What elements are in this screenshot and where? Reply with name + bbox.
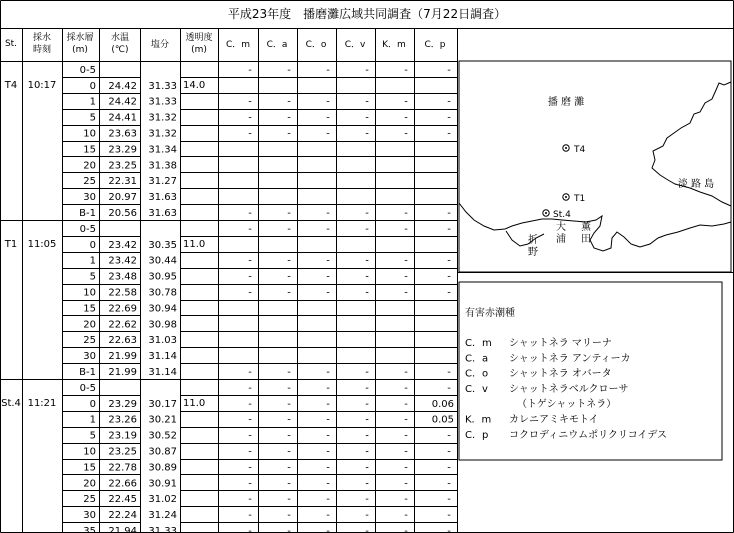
header-species-cm: C．m [225, 40, 251, 50]
map-label-town3-1: 折 [528, 235, 538, 246]
depth-cell: 0-5 [79, 382, 96, 394]
depth-cell: 5 [89, 112, 96, 124]
species-cell: - [404, 255, 408, 267]
species-cell: - [326, 96, 330, 108]
species-cell: - [365, 208, 369, 219]
salinity-cell: 31.38 [148, 160, 177, 172]
species-cell: - [365, 287, 369, 299]
salinity-cell: 31.63 [148, 192, 177, 204]
salinity-cell: 31.33 [148, 96, 177, 108]
depth-cell: 15 [83, 462, 96, 474]
species-cell: - [447, 255, 451, 267]
salinity-cell: 31.32 [148, 128, 177, 140]
depth-cell: 5 [89, 271, 96, 283]
temperature-cell: 22.78 [108, 462, 137, 474]
depth-cell: 30 [83, 192, 96, 204]
legend-code: C．p [465, 429, 489, 441]
station-time: 10:17 [27, 79, 57, 91]
salinity-cell: 30.87 [148, 446, 177, 458]
depth-cell: 30 [83, 510, 96, 522]
table-body [1, 65, 454, 533]
station-marker-st4-dot [545, 212, 547, 214]
species-cell: - [287, 271, 291, 283]
legend-species-name: シャットネラ オバータ [509, 368, 612, 380]
map-label-t4: T4 [574, 145, 586, 155]
temperature-cell: 20.97 [108, 192, 137, 204]
temperature-cell: 23.19 [108, 430, 137, 442]
species-cell: - [248, 255, 252, 267]
salinity-cell: 31.14 [148, 351, 177, 363]
species-cell: - [404, 526, 408, 533]
species-cell: - [447, 446, 451, 458]
species-cell: - [447, 382, 451, 394]
species-cell: - [248, 223, 252, 235]
map-label-town2-1: 薫 [581, 222, 591, 233]
legend-code: K．m [465, 414, 492, 426]
depth-cell: 0 [89, 80, 96, 92]
legend-species-name: カレニアミキモトイ [509, 414, 599, 426]
temperature-cell: 20.56 [108, 208, 137, 219]
species-cell: - [404, 96, 408, 108]
map-label-st4: St.4 [553, 210, 571, 220]
species-cell: - [326, 414, 330, 426]
salinity-cell: 30.78 [148, 287, 177, 299]
depth-cell: 1 [89, 255, 96, 267]
header-transparency-line1: 透明度 [185, 33, 213, 43]
species-cell: - [447, 430, 451, 442]
legend-code: C．v [465, 383, 488, 395]
species-cell: - [404, 382, 408, 394]
depth-cell: 35 [83, 526, 96, 533]
species-cell: - [447, 96, 451, 108]
map-label-t1: T1 [574, 194, 586, 204]
species-cell: - [404, 462, 408, 474]
salinity-cell: 31.33 [148, 80, 177, 92]
species-cell: - [248, 382, 252, 394]
depth-cell: 5 [89, 430, 96, 442]
salinity-cell: 31.63 [148, 208, 177, 219]
depth-cell: B-1 [79, 208, 96, 219]
species-cell: - [248, 271, 252, 283]
species-cell: - [287, 414, 291, 426]
header-station: St. [4, 39, 18, 49]
species-cell: - [287, 128, 291, 140]
header-species-co: C．o [305, 40, 327, 50]
station-transparency: 11.0 [183, 238, 206, 250]
station-name: St.4 [1, 397, 21, 409]
depth-cell: 10 [83, 128, 96, 140]
salinity-cell: 30.98 [148, 319, 177, 331]
species-cell: - [248, 398, 252, 410]
species-cell: - [447, 510, 451, 522]
species-cell: - [326, 255, 330, 267]
temperature-cell: 22.66 [108, 478, 137, 490]
species-cell: - [248, 128, 252, 140]
temperature-cell: 22.62 [108, 319, 137, 331]
species-cell: - [287, 64, 291, 76]
species-cell: - [447, 526, 451, 533]
temperature-cell: 22.45 [108, 494, 137, 506]
station-marker-t1-dot [565, 196, 567, 198]
temperature-cell: 22.63 [108, 335, 137, 347]
species-cell: - [447, 494, 451, 506]
legend-code: C．a [465, 353, 489, 365]
species-cell: - [447, 287, 451, 299]
temperature-cell: 24.42 [108, 80, 137, 92]
depth-cell: 0-5 [79, 64, 96, 76]
salinity-cell: 30.21 [148, 414, 177, 426]
depth-cell: 25 [83, 176, 96, 188]
species-cell: - [404, 430, 408, 442]
salinity-cell: 30.95 [148, 271, 177, 283]
map-label-sea: 播 磨 灘 [547, 97, 585, 108]
species-cell: - [248, 367, 252, 378]
species-cell: - [447, 271, 451, 283]
species-cell: - [248, 64, 252, 76]
salinity-cell: 31.33 [148, 526, 177, 533]
species-cell: - [365, 382, 369, 394]
species-cell: - [287, 255, 291, 267]
depth-cell: 20 [83, 319, 96, 331]
legend-panel [459, 282, 722, 460]
species-cell: - [404, 494, 408, 506]
salinity-cell: 31.14 [148, 367, 177, 378]
species-cell: - [365, 430, 369, 442]
temperature-cell: 23.25 [108, 160, 137, 172]
species-cell: - [404, 271, 408, 283]
temperature-cell: 23.25 [108, 446, 137, 458]
species-cell: - [287, 96, 291, 108]
species-cell: - [447, 478, 451, 490]
species-cell: - [365, 510, 369, 522]
depth-cell: 30 [83, 351, 96, 363]
station-time: 11:21 [27, 397, 57, 409]
salinity-cell: 30.89 [148, 462, 177, 474]
temperature-cell: 21.94 [108, 526, 137, 533]
depth-cell: 0 [89, 398, 96, 410]
temperature-cell: 24.42 [108, 96, 137, 108]
temperature-cell: 23.42 [108, 239, 137, 251]
species-cell: - [365, 462, 369, 474]
depth-cell: 25 [83, 494, 96, 506]
species-cell: - [365, 112, 369, 124]
station-marker-t4-dot [565, 147, 567, 149]
species-cell: - [404, 510, 408, 522]
salinity-cell: 30.52 [148, 430, 177, 442]
depth-cell: 1 [89, 414, 96, 426]
legend-species-name: （トゲシャットネラ） [517, 399, 617, 411]
species-cell: - [447, 112, 451, 124]
station-transparency: 14.0 [183, 79, 206, 91]
temperature-cell: 23.29 [108, 398, 137, 410]
depth-cell: B-1 [79, 367, 96, 378]
species-cell: - [248, 430, 252, 442]
species-cell: - [326, 526, 330, 533]
header-species-cp: C．p [424, 40, 446, 50]
legend-species-name: シャットネラベルクローサ [509, 383, 629, 395]
legend-items [465, 337, 667, 441]
species-cell: - [287, 287, 291, 299]
species-cell: - [365, 255, 369, 267]
species-cell: - [365, 96, 369, 108]
species-cell: - [326, 271, 330, 283]
species-cell: - [248, 478, 252, 490]
species-cell: - [287, 494, 291, 506]
species-cell: - [326, 382, 330, 394]
map-label-town3-2: 野 [528, 247, 538, 258]
temperature-cell: 23.63 [108, 128, 137, 140]
header-temp-line1: 水温 [110, 33, 130, 43]
species-cell: - [404, 478, 408, 490]
temperature-cell: 21.99 [108, 367, 137, 378]
species-cell: - [326, 478, 330, 490]
salinity-cell: 31.24 [148, 510, 177, 522]
species-cell: - [326, 112, 330, 124]
header-time-line2: 時刻 [32, 45, 52, 55]
species-cell: - [447, 128, 451, 140]
species-cell: - [287, 398, 291, 410]
species-cell: - [287, 462, 291, 474]
species-cell: - [248, 414, 252, 426]
species-cell: - [287, 478, 291, 490]
map-frame [459, 61, 731, 272]
species-cell: - [365, 446, 369, 458]
legend-code: C．m [465, 338, 492, 349]
species-cell: - [287, 112, 291, 124]
station-name: T1 [4, 238, 18, 250]
depth-cell: 1 [89, 96, 96, 108]
species-cell: - [248, 112, 252, 124]
depth-cell: 10 [83, 446, 96, 458]
species-cell: - [404, 64, 408, 76]
species-cell: - [404, 112, 408, 124]
species-cell: - [365, 271, 369, 283]
temperature-cell: 22.31 [108, 176, 137, 188]
species-cell: - [248, 446, 252, 458]
species-cell: - [447, 223, 451, 235]
legend-title: 有害赤潮種 [465, 308, 515, 319]
species-cell: - [326, 398, 330, 410]
inlet-coastline [506, 231, 544, 246]
species-cell: - [447, 462, 451, 474]
species-cell: - [404, 223, 408, 235]
species-cell: - [365, 367, 369, 378]
species-cell: - [248, 287, 252, 299]
legend-code: C．o [465, 368, 489, 380]
species-cell: 0.06 [431, 398, 454, 410]
depth-cell: 25 [83, 335, 96, 347]
salinity-cell: 30.91 [148, 478, 177, 490]
salinity-cell: 31.34 [148, 144, 177, 156]
species-cell: - [326, 287, 330, 299]
salinity-cell: 30.44 [148, 255, 177, 267]
depth-cell: 0-5 [79, 223, 96, 235]
species-cell: - [287, 446, 291, 458]
legend-species-name: シャットネラ アンティーカ [509, 353, 631, 365]
map-label-town1-1: 大 [556, 222, 566, 233]
salinity-cell: 30.94 [148, 303, 177, 315]
station-transparency: 11.0 [183, 397, 206, 409]
species-cell: - [248, 208, 252, 219]
header-transparency-line2: (m) [191, 45, 207, 55]
species-cell: - [365, 398, 369, 410]
header-species-cv: C．v [344, 40, 366, 50]
species-cell: - [365, 526, 369, 533]
legend-species-name: シャットネラ マリーナ [509, 338, 612, 349]
species-cell: - [404, 208, 408, 219]
species-cell: - [248, 462, 252, 474]
legend-species-name: コクロディニウムポリクリコイデス [509, 429, 667, 441]
salinity-cell: 31.32 [148, 112, 177, 124]
station-time: 11:05 [27, 238, 57, 250]
header-salinity: 塩分 [150, 40, 170, 50]
species-cell: - [326, 223, 330, 235]
species-cell: - [365, 223, 369, 235]
header-species-km: K．m [382, 40, 406, 50]
species-cell: - [447, 208, 451, 219]
species-cell: - [326, 128, 330, 140]
species-cell: - [326, 208, 330, 219]
species-cell: - [326, 494, 330, 506]
temperature-cell: 24.41 [108, 112, 137, 124]
species-cell: - [404, 398, 408, 410]
header-temp-line2: (℃) [111, 45, 129, 55]
species-cell: - [404, 128, 408, 140]
mainland-coastline [459, 203, 731, 251]
salinity-cell: 31.02 [148, 494, 177, 506]
sheet-title: 平成23年度 播磨灘広域共同調査（7月22日調査） [227, 7, 507, 21]
species-cell: - [404, 446, 408, 458]
species-cell: - [248, 510, 252, 522]
header-depth-line1: 採水層 [66, 33, 94, 43]
temperature-cell: 23.42 [108, 255, 137, 267]
species-cell: - [287, 208, 291, 219]
depth-cell: 20 [83, 478, 96, 490]
temperature-cell: 23.48 [108, 271, 137, 283]
species-cell: - [365, 64, 369, 76]
temperature-cell: 22.58 [108, 287, 137, 299]
species-cell: - [326, 510, 330, 522]
species-cell: - [248, 526, 252, 533]
temperature-cell: 22.24 [108, 510, 137, 522]
header-time-line1: 採水 [32, 33, 52, 43]
depth-cell: 20 [83, 160, 96, 172]
temperature-cell: 23.29 [108, 144, 137, 156]
depth-cell: 10 [83, 287, 96, 299]
species-cell: - [326, 367, 330, 378]
species-cell: - [365, 414, 369, 426]
species-cell: - [287, 510, 291, 522]
temperature-cell: 21.99 [108, 351, 137, 363]
map-label-town1-2: 浦 [556, 234, 566, 245]
species-cell: - [326, 64, 330, 76]
salinity-cell: 31.27 [148, 176, 177, 188]
species-cell: - [447, 64, 451, 76]
species-cell: - [287, 430, 291, 442]
species-cell: - [365, 478, 369, 490]
map-label-island: 淡 路 島 [677, 179, 715, 190]
species-cell: - [365, 128, 369, 140]
species-cell: - [248, 96, 252, 108]
species-cell: - [404, 414, 408, 426]
depth-cell: 0 [89, 239, 96, 251]
species-cell: - [365, 494, 369, 506]
header-species-ca: C．a [266, 40, 288, 50]
species-cell: - [404, 287, 408, 299]
map-label-town2-2: 田 [581, 234, 591, 245]
salinity-cell: 30.35 [148, 239, 177, 251]
species-cell: - [326, 430, 330, 442]
header-depth-line2: (m) [72, 45, 88, 55]
depth-cell: 15 [83, 303, 96, 315]
temperature-cell: 22.69 [108, 303, 137, 315]
species-cell: - [287, 223, 291, 235]
salinity-cell: 31.03 [148, 335, 177, 347]
species-cell: - [287, 382, 291, 394]
species-cell: - [326, 462, 330, 474]
species-cell: - [287, 367, 291, 378]
temperature-cell: 23.26 [108, 414, 137, 426]
species-cell: - [326, 446, 330, 458]
species-cell: - [287, 526, 291, 533]
species-cell: - [404, 367, 408, 378]
map-panel [459, 61, 731, 272]
station-name: T4 [4, 79, 18, 91]
table-header [5, 31, 446, 55]
species-cell: - [447, 367, 451, 378]
depth-cell: 15 [83, 144, 96, 156]
salinity-cell: 30.17 [148, 398, 177, 410]
species-cell: - [248, 494, 252, 506]
species-cell: 0.05 [431, 414, 454, 426]
